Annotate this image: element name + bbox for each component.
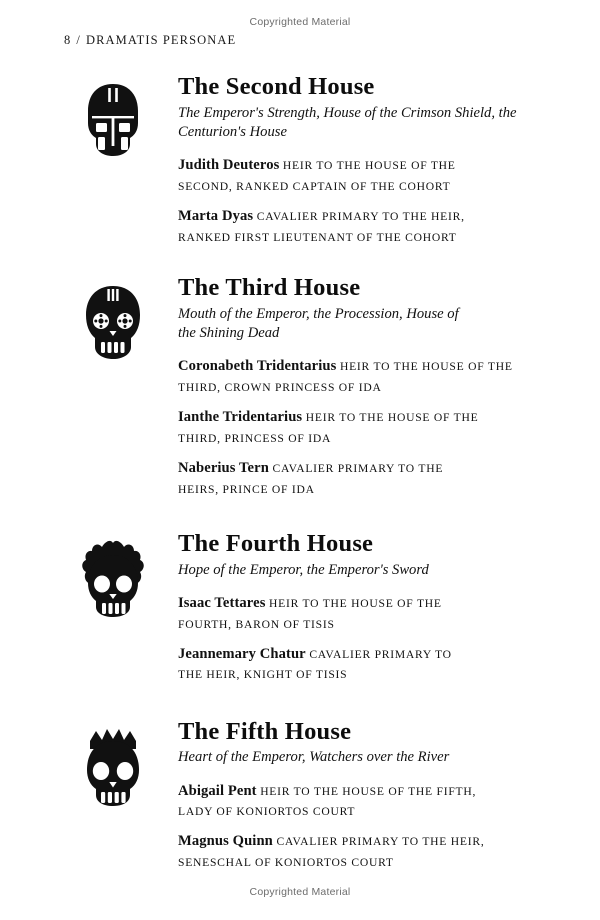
person-name: Abigail Pent xyxy=(178,782,257,799)
person-name: Isaac Tettares xyxy=(178,594,266,611)
person-entry xyxy=(178,356,523,397)
person-name: Coronabeth Tridentarius xyxy=(178,358,337,375)
flower-skull-icon xyxy=(76,283,150,363)
copyright-watermark-bottom: Copyrighted Material xyxy=(249,886,351,898)
house-title: The Fifth House xyxy=(178,717,352,745)
house-body xyxy=(178,531,552,685)
house-subtitle: Hope of the Emperor, the Emperor's Sword xyxy=(178,561,429,578)
house-entry xyxy=(64,74,552,247)
house-entry xyxy=(64,531,552,685)
person-name: Judith Deuteros xyxy=(178,157,280,174)
person-entry xyxy=(178,831,503,872)
person-entry xyxy=(178,407,523,448)
crowned-skull-icon xyxy=(76,727,150,807)
laurel-skull-icon xyxy=(76,539,150,619)
person-role: HEIR TO THE HOUSE OF THE FIFTH, LADY OF KONIORTOS COURT xyxy=(178,784,477,819)
person-entry xyxy=(178,781,493,822)
house-title: The Fourth House xyxy=(178,529,374,557)
person-role: CAVALIER PRIMARY TO THE HEIR, KNIGHT OF TISIS xyxy=(178,647,452,682)
person-entry xyxy=(178,458,478,499)
house-title: The Third House xyxy=(178,273,361,301)
helmet-skull-icon xyxy=(76,82,150,162)
running-head xyxy=(64,33,236,48)
copyright-watermark-top: Copyrighted Material xyxy=(249,16,351,28)
house-body xyxy=(178,74,552,247)
running-head-separator: / xyxy=(76,33,81,47)
person-role: HEIR TO THE HOUSE OF THE SECOND, RANKED CAPTAIN OF THE COHORT xyxy=(178,159,456,193)
house-body xyxy=(178,275,552,499)
person-entry xyxy=(178,206,508,247)
house-subtitle: The Emperor's Strength, House of the Crimson Shield, the Centurion's House xyxy=(178,104,517,140)
house-body xyxy=(178,719,552,873)
person-name: Ianthe Tridentarius xyxy=(178,409,303,426)
person-name: Magnus Quinn xyxy=(178,833,273,850)
person-entry xyxy=(178,644,478,685)
person-role: HEIR TO THE HOUSE OF THE THIRD, PRINCESS OF IDA xyxy=(178,411,479,445)
person-role: HEIR TO THE HOUSE OF THE FOURTH, BARON OF TISIS xyxy=(178,596,442,631)
running-head-label: DRAMATIS PERSONAE xyxy=(85,33,237,47)
person-role: CAVALIER PRIMARY TO THE HEIR, SENESCHAL OF KONIORTOS COURT xyxy=(178,835,485,870)
person-role: CAVALIER PRIMARY TO THE HEIR, RANKED FIRST LIEUTENANT OF THE COHORT xyxy=(178,210,465,244)
person-name: Jeannemary Chatur xyxy=(178,645,306,662)
person-entry xyxy=(178,593,478,634)
house-subtitle: Mouth of the Emperor, the Procession, House of the Shining Dead xyxy=(178,305,459,341)
house-title: The Second House xyxy=(178,73,375,100)
person-entry xyxy=(178,155,508,196)
house-entry xyxy=(64,275,552,499)
person-role: CAVALIER PRIMARY TO THE HEIRS, PRINCE OF IDA xyxy=(178,461,444,496)
person-name: Naberius Tern xyxy=(178,459,269,476)
house-subtitle: Heart of the Emperor, Watchers over the River xyxy=(178,749,450,766)
person-role: HEIR TO THE HOUSE OF THE THIRD, CROWN PRINCESS OF IDA xyxy=(178,360,513,394)
page-number: 8 xyxy=(64,33,72,47)
house-entry xyxy=(64,719,552,873)
person-name: Marta Dyas xyxy=(178,208,254,225)
dramatis-personae-list xyxy=(64,74,552,900)
